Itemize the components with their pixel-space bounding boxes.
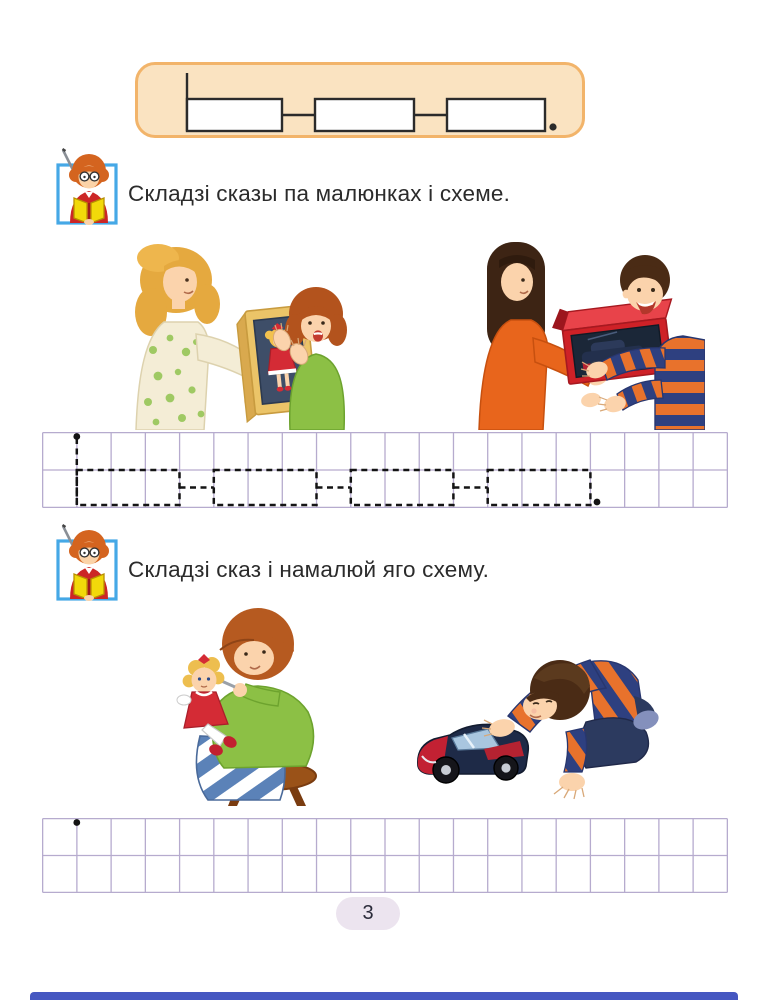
writing-grid-2	[42, 818, 728, 898]
period-dot	[549, 123, 556, 130]
teacher-with-book-icon	[50, 148, 120, 226]
illustration-girl-feeding-doll-on-stool	[108, 588, 360, 806]
task-2-instruction: Складзі сказ і намалюй яго схему.	[128, 557, 490, 582]
task-1-instruction: Складзі сказы па малюнках і схеме.	[128, 181, 511, 206]
illustration-boy-playing-with-toy-car	[388, 598, 670, 804]
task-icon-teacher	[50, 148, 120, 226]
sentence-scheme-box	[135, 62, 585, 138]
toy-car	[418, 724, 528, 783]
footer-bar	[30, 992, 738, 1000]
scheme-period-dot	[594, 499, 601, 506]
illustration-mother-giving-toy-car-box-to-boy	[393, 228, 705, 430]
task-row-1	[50, 148, 510, 226]
sentence-scheme-diagram	[138, 65, 582, 135]
page-number-badge	[336, 897, 400, 930]
writing-grid-1	[42, 432, 728, 513]
scheme-start-dot	[73, 433, 80, 440]
illustration-mother-showing-doll-box-to-girl	[58, 230, 370, 430]
scheme-start-dot	[73, 819, 80, 826]
page-number: 3	[362, 902, 374, 924]
traced-sentence-scheme	[77, 438, 591, 505]
